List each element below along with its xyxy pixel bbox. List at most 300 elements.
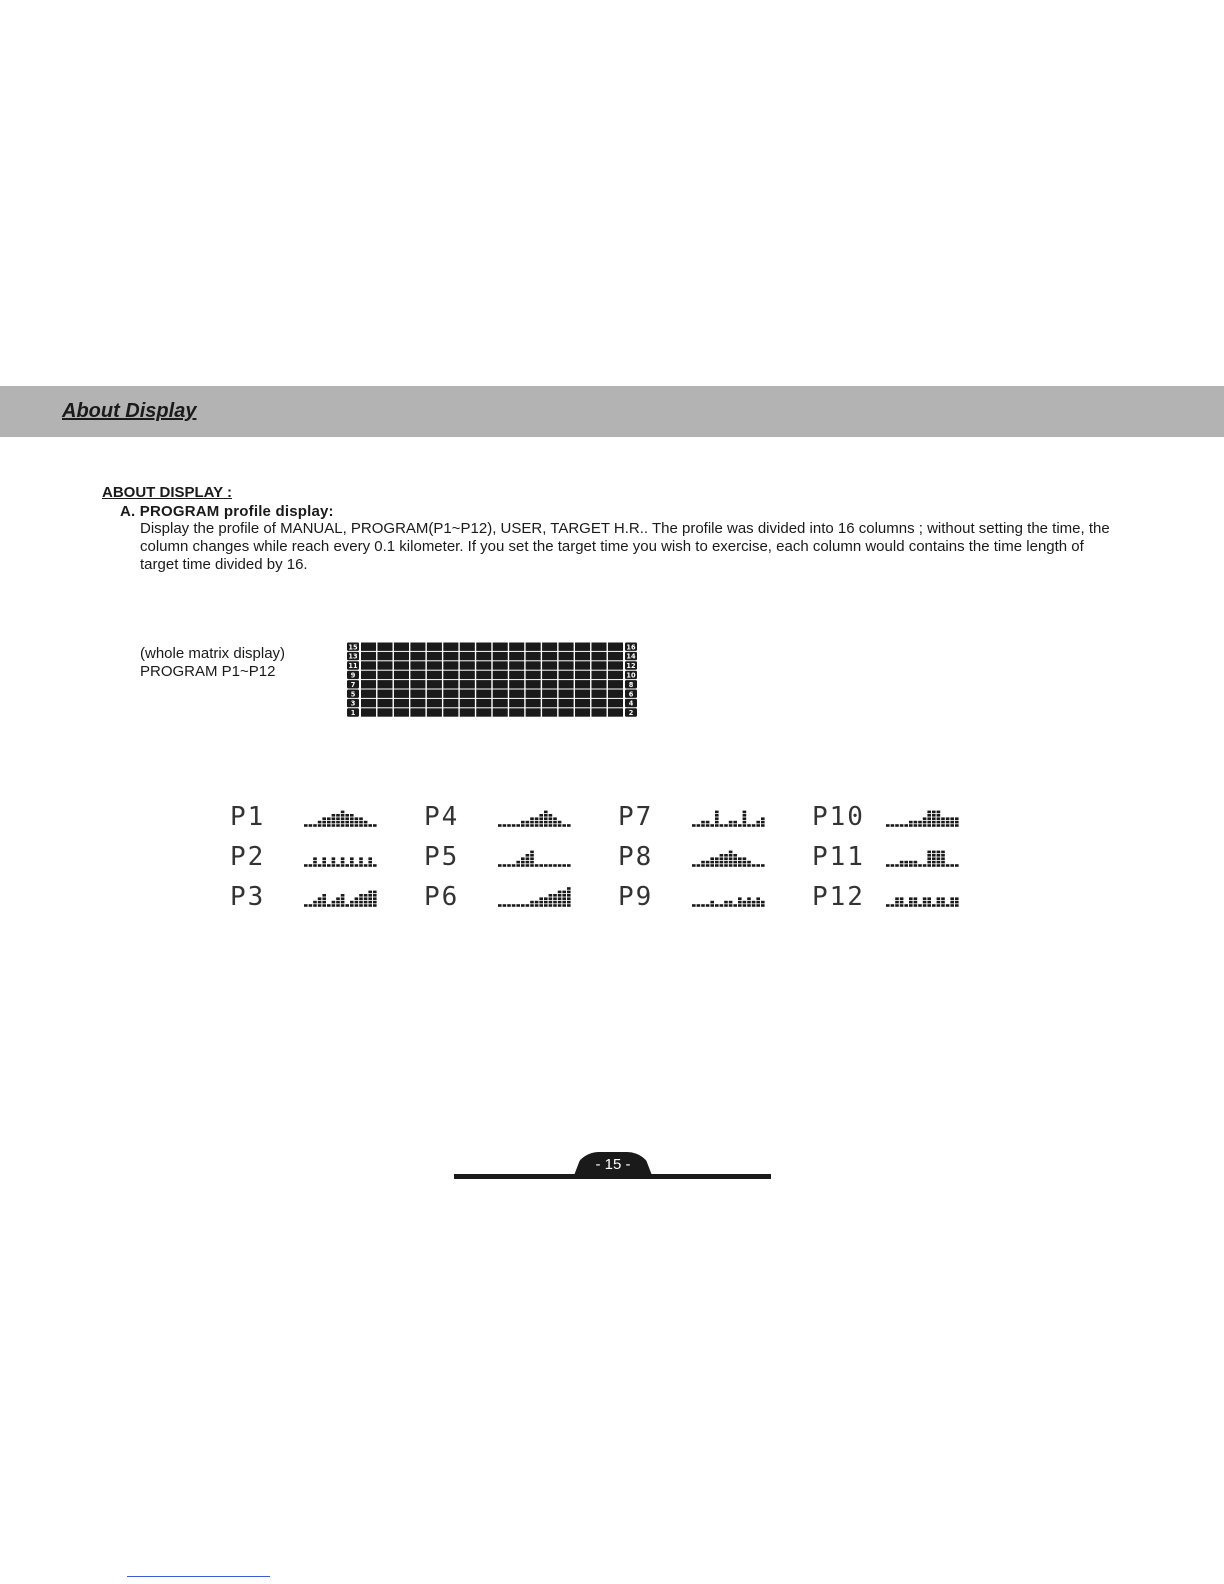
profile-bar-segment xyxy=(927,824,931,827)
program-profile-p6 xyxy=(424,882,571,912)
profile-bar-segment xyxy=(923,897,927,900)
profile-bar-segment xyxy=(562,824,566,827)
profile-bar-segment xyxy=(923,901,927,904)
profile-bar-segment xyxy=(720,824,724,827)
profile-bar-segment xyxy=(332,821,336,824)
profile-bar-segment xyxy=(327,864,331,867)
profile-bar-segment xyxy=(332,901,336,904)
program-label: P1 xyxy=(230,802,266,832)
profile-bar-segment xyxy=(756,901,760,904)
profile-bar-segment xyxy=(937,821,941,824)
profile-bar-segment xyxy=(909,864,913,867)
profile-bar-segment xyxy=(350,861,354,864)
profile-bar-segment xyxy=(738,904,742,907)
matrix-cell xyxy=(377,699,392,707)
profile-bar-segment xyxy=(322,824,326,827)
profile-bar-segment xyxy=(549,821,553,824)
profile-bar-segment xyxy=(350,904,354,907)
matrix-cell xyxy=(559,708,574,716)
matrix-cell xyxy=(575,699,590,707)
profile-bar-segment xyxy=(937,854,941,857)
profile-bar-segment xyxy=(322,857,326,860)
profile-bar-segment xyxy=(373,891,377,894)
profile-bar-segment xyxy=(322,897,326,900)
profile-bar-segment xyxy=(733,857,737,860)
profile-bar-segment xyxy=(368,904,372,907)
profile-bar-segment xyxy=(304,824,308,827)
profile-bar-segment xyxy=(364,897,368,900)
profile-bar-segment xyxy=(567,864,571,867)
matrix-cell xyxy=(575,652,590,660)
matrix-cell xyxy=(361,643,376,651)
profile-bar-segment xyxy=(318,821,322,824)
profile-bar-segment xyxy=(941,897,945,900)
header-band xyxy=(0,386,1224,437)
profile-bar-segment xyxy=(941,904,945,907)
profile-bar-segment xyxy=(558,901,562,904)
matrix-row-label-left-text: 5 xyxy=(350,690,356,699)
matrix-cell xyxy=(542,680,557,688)
profile-bar-segment xyxy=(553,901,557,904)
program-label: P12 xyxy=(812,882,865,912)
profile-bar-segment xyxy=(304,864,308,867)
profile-bar-segment xyxy=(553,817,557,820)
profile-bar-segment xyxy=(368,894,372,897)
profile-bar-segment xyxy=(345,814,349,817)
profile-bar-segment xyxy=(932,824,936,827)
matrix-row-label-right-text: 6 xyxy=(628,690,634,699)
program-label: P11 xyxy=(812,842,865,872)
program-label: P4 xyxy=(424,802,460,832)
profile-bar-segment xyxy=(304,904,308,907)
profile-bar-segment xyxy=(313,824,317,827)
profile-bar-segment xyxy=(567,894,571,897)
profile-bar-segment xyxy=(747,901,751,904)
profile-bar-segment xyxy=(756,897,760,900)
profile-bar-segment xyxy=(503,864,507,867)
matrix-cell xyxy=(377,680,392,688)
profile-bar-segment xyxy=(521,821,525,824)
profile-bar-segment xyxy=(336,814,340,817)
profile-bar-segment xyxy=(914,821,918,824)
profile-bar-segment xyxy=(359,821,363,824)
profile-bar-segment xyxy=(918,824,922,827)
profile-bar-segment xyxy=(743,901,747,904)
matrix-cell xyxy=(575,680,590,688)
profile-bar-segment xyxy=(914,904,918,907)
profile-bar-segment xyxy=(332,824,336,827)
profile-bar-segment xyxy=(530,861,534,864)
matrix-cell xyxy=(410,643,425,651)
matrix-cell xyxy=(377,690,392,698)
matrix-cell xyxy=(476,699,491,707)
profile-bar-segment xyxy=(336,821,340,824)
matrix-row-label-left-text: 11 xyxy=(348,662,358,671)
profile-bar-segment xyxy=(904,861,908,864)
matrix-cell xyxy=(460,652,475,660)
profile-bar-segment xyxy=(761,901,765,904)
profile-bar-segment xyxy=(743,857,747,860)
profile-bar-segment xyxy=(697,864,701,867)
profile-bar-segment xyxy=(752,864,756,867)
profile-bar-segment xyxy=(729,821,733,824)
profile-bar-segment xyxy=(752,901,756,904)
matrix-cell xyxy=(542,708,557,716)
profile-bar-segment xyxy=(743,814,747,817)
profile-bar-segment xyxy=(738,824,742,827)
matrix-cell xyxy=(559,690,574,698)
profile-bar-segment xyxy=(530,901,534,904)
program-profile-p9 xyxy=(618,882,765,912)
profile-bar-segment xyxy=(309,824,313,827)
profile-bar-segment xyxy=(918,821,922,824)
profile-bar-segment xyxy=(955,904,959,907)
profile-bar-segment xyxy=(341,904,345,907)
profile-bar-segment xyxy=(553,894,557,897)
profile-bar-segment xyxy=(526,861,530,864)
profile-bar-segment xyxy=(512,824,516,827)
profile-bar-segment xyxy=(937,851,941,854)
profile-bar-segment xyxy=(937,811,941,814)
profile-bar-segment xyxy=(950,901,954,904)
profile-bar-segment xyxy=(733,824,737,827)
profile-bar-segment xyxy=(549,817,553,820)
profile-bar-segment xyxy=(752,904,756,907)
profile-bar-segment xyxy=(359,904,363,907)
profile-bar-segment xyxy=(946,824,950,827)
matrix-cell xyxy=(608,680,623,688)
profile-bar-segment xyxy=(539,824,543,827)
program-label: P7 xyxy=(618,802,654,832)
profile-bar-segment xyxy=(368,891,372,894)
profile-bar-segment xyxy=(539,864,543,867)
profile-bar-segment xyxy=(710,857,714,860)
profile-bar-segment xyxy=(941,864,945,867)
matrix-cell xyxy=(526,652,541,660)
profile-bar-segment xyxy=(355,824,359,827)
profile-bar-segment xyxy=(539,814,543,817)
matrix-cell xyxy=(608,708,623,716)
profile-bar-segment xyxy=(355,821,359,824)
matrix-cell xyxy=(591,690,606,698)
profile-bar-segment xyxy=(747,904,751,907)
profile-bar-segment xyxy=(692,904,696,907)
profile-bar-segment xyxy=(373,894,377,897)
profile-bar-segment xyxy=(891,824,895,827)
profile-bar-segment xyxy=(701,904,705,907)
profile-bar-segment xyxy=(521,857,525,860)
program-profile-p8 xyxy=(618,842,765,872)
profile-bar-segment xyxy=(937,857,941,860)
profile-bar-segment xyxy=(530,854,534,857)
matrix-cell xyxy=(575,690,590,698)
matrix-cell xyxy=(542,661,557,669)
profile-bar-segment xyxy=(918,864,922,867)
profile-bar-segment xyxy=(729,824,733,827)
profile-bar-segment xyxy=(318,901,322,904)
profile-bar-segment xyxy=(932,864,936,867)
profile-bar-segment xyxy=(373,897,377,900)
profile-bar-segment xyxy=(941,857,945,860)
profile-bar-segment xyxy=(498,904,502,907)
profile-bar-segment xyxy=(738,857,742,860)
profile-bar-segment xyxy=(549,901,553,904)
profile-bar-segment xyxy=(544,811,548,814)
matrix-cell xyxy=(542,643,557,651)
matrix-cell xyxy=(476,643,491,651)
matrix-cell xyxy=(410,699,425,707)
profile-bar-segment xyxy=(521,861,525,864)
matrix-cell xyxy=(509,652,524,660)
profile-bar-segment xyxy=(553,864,557,867)
matrix-cell xyxy=(410,680,425,688)
profile-bar-segment xyxy=(327,821,331,824)
profile-bar-segment xyxy=(891,904,895,907)
profile-bar-segment xyxy=(535,904,539,907)
matrix-cell xyxy=(608,671,623,679)
profile-bar-segment xyxy=(733,821,737,824)
program-label: P9 xyxy=(618,882,654,912)
program-label: P3 xyxy=(230,882,266,912)
matrix-cell xyxy=(559,680,574,688)
profile-bar-segment xyxy=(720,854,724,857)
profile-bar-segment xyxy=(706,861,710,864)
profile-bar-segment xyxy=(756,821,760,824)
profile-bar-segment xyxy=(946,817,950,820)
program-profile-p1 xyxy=(230,802,377,832)
matrix-cell xyxy=(526,690,541,698)
profile-bar-segment xyxy=(955,821,959,824)
profile-bar-segment xyxy=(355,817,359,820)
profile-bar-segment xyxy=(567,824,571,827)
matrix-cell xyxy=(460,680,475,688)
profile-bar-segment xyxy=(941,861,945,864)
profile-bar-segment xyxy=(918,904,922,907)
profile-bar-segment xyxy=(950,864,954,867)
program-profile-p12 xyxy=(812,882,959,912)
matrix-cell xyxy=(509,708,524,716)
profile-bar-segment xyxy=(738,861,742,864)
profile-bar-segment xyxy=(553,821,557,824)
profile-bar-segment xyxy=(526,864,530,867)
profile-bar-segment xyxy=(756,864,760,867)
profile-bar-segment xyxy=(313,904,317,907)
profile-bar-segment xyxy=(710,904,714,907)
program-profile-p2 xyxy=(230,842,377,872)
profile-bar-segment xyxy=(941,901,945,904)
matrix-cell xyxy=(410,661,425,669)
profile-bar-segment xyxy=(364,824,368,827)
program-label: P8 xyxy=(618,842,654,872)
profile-bar-segment xyxy=(923,904,927,907)
matrix-cell xyxy=(443,643,458,651)
profile-bar-segment xyxy=(710,864,714,867)
profile-bar-segment xyxy=(715,824,719,827)
matrix-cell xyxy=(559,661,574,669)
profile-bar-segment xyxy=(535,901,539,904)
profile-bar-segment xyxy=(761,824,765,827)
profile-bar-segment xyxy=(729,857,733,860)
matrix-cell xyxy=(493,699,508,707)
profile-bar-segment xyxy=(909,904,913,907)
profile-bar-segment xyxy=(318,897,322,900)
profile-bar-segment xyxy=(743,904,747,907)
profile-bar-segment xyxy=(886,904,890,907)
profile-bar-segment xyxy=(715,814,719,817)
profile-bar-segment xyxy=(558,824,562,827)
profile-bar-segment xyxy=(544,897,548,900)
profile-bar-segment xyxy=(373,864,377,867)
profile-bar-segment xyxy=(516,861,520,864)
profile-bar-segment xyxy=(567,897,571,900)
footer-link-underline xyxy=(127,1576,270,1577)
profile-bar-segment xyxy=(507,864,511,867)
profile-bar-segment xyxy=(350,864,354,867)
profile-bar-segment xyxy=(318,824,322,827)
profile-bar-segment xyxy=(729,854,733,857)
profile-bar-segment xyxy=(318,904,322,907)
profile-bar-segment xyxy=(923,864,927,867)
matrix-cell xyxy=(509,661,524,669)
profile-bar-segment xyxy=(904,864,908,867)
profile-bar-segment xyxy=(368,864,372,867)
profile-bar-segment xyxy=(761,821,765,824)
profile-bar-segment xyxy=(895,897,899,900)
profile-bar-segment xyxy=(364,864,368,867)
profile-bar-segment xyxy=(743,824,747,827)
matrix-cell xyxy=(559,699,574,707)
profile-bar-segment xyxy=(733,864,737,867)
profile-bar-segment xyxy=(336,817,340,820)
profile-bar-segment xyxy=(724,824,728,827)
profile-bar-segment xyxy=(544,904,548,907)
profile-bar-segment xyxy=(950,904,954,907)
matrix-cell xyxy=(591,652,606,660)
profile-bar-segment xyxy=(544,824,548,827)
profile-bar-segment xyxy=(535,824,539,827)
profile-bar-segment xyxy=(530,817,534,820)
matrix-cell xyxy=(575,661,590,669)
profile-bar-segment xyxy=(350,821,354,824)
profile-bar-segment xyxy=(932,904,936,907)
profile-bar-segment xyxy=(914,901,918,904)
program-profile-p11 xyxy=(812,842,959,872)
profile-bar-segment xyxy=(350,857,354,860)
matrix-cell xyxy=(394,671,409,679)
profile-bar-segment xyxy=(932,814,936,817)
profile-bar-segment xyxy=(715,811,719,814)
matrix-cell xyxy=(526,699,541,707)
profile-bar-segment xyxy=(747,897,751,900)
profile-bar-segment xyxy=(309,864,313,867)
profile-bar-segment xyxy=(530,857,534,860)
profile-bar-segment xyxy=(322,894,326,897)
profile-bar-segment xyxy=(530,821,534,824)
page-number: - 15 - xyxy=(595,1156,631,1173)
profile-bar-segment xyxy=(701,821,705,824)
matrix-cell xyxy=(427,708,442,716)
matrix-cell xyxy=(443,699,458,707)
profile-bar-segment xyxy=(535,821,539,824)
profile-bar-segment xyxy=(937,904,941,907)
profile-bar-segment xyxy=(313,901,317,904)
profile-bar-segment xyxy=(946,864,950,867)
matrix-cell xyxy=(526,708,541,716)
profile-bar-segment xyxy=(927,821,931,824)
profile-bar-segment xyxy=(955,824,959,827)
section-heading: ABOUT DISPLAY : xyxy=(102,484,233,501)
profile-bar-segment xyxy=(512,904,516,907)
profile-bar-segment xyxy=(932,821,936,824)
profile-bar-segment xyxy=(530,864,534,867)
profile-bar-segment xyxy=(530,904,534,907)
profile-bar-segment xyxy=(562,894,566,897)
profile-bar-segment xyxy=(937,814,941,817)
profile-bar-segment xyxy=(507,824,511,827)
page-title: About Display xyxy=(62,400,197,422)
profile-bar-segment xyxy=(904,904,908,907)
profile-bar-segment xyxy=(359,861,363,864)
profile-bar-segment xyxy=(341,821,345,824)
profile-bar-segment xyxy=(692,824,696,827)
profile-bar-segment xyxy=(345,824,349,827)
profile-bar-segment xyxy=(761,864,765,867)
profile-bar-segment xyxy=(900,824,904,827)
matrix-cell xyxy=(526,661,541,669)
profile-bar-segment xyxy=(516,904,520,907)
matrix-display xyxy=(347,642,647,722)
matrix-cell xyxy=(476,680,491,688)
profile-bar-segment xyxy=(549,864,553,867)
matrix-cell xyxy=(427,699,442,707)
profile-bar-segment xyxy=(549,814,553,817)
profile-bar-segment xyxy=(927,857,931,860)
profile-bar-segment xyxy=(733,861,737,864)
matrix-cell xyxy=(509,671,524,679)
profile-bar-segment xyxy=(544,901,548,904)
profile-bar-segment xyxy=(743,811,747,814)
profile-bar-segment xyxy=(729,861,733,864)
profile-bar-segment xyxy=(927,901,931,904)
profile-bar-segment xyxy=(955,817,959,820)
profile-bar-segment xyxy=(761,904,765,907)
profile-bar-segment xyxy=(558,864,562,867)
matrix-cell xyxy=(608,699,623,707)
profile-bar-segment xyxy=(526,854,530,857)
profile-bar-segment xyxy=(567,904,571,907)
profile-bar-segment xyxy=(895,901,899,904)
profile-bar-segment xyxy=(521,864,525,867)
profile-bar-segment xyxy=(512,864,516,867)
profile-bar-segment xyxy=(345,821,349,824)
profile-bar-segment xyxy=(937,824,941,827)
profile-bar-segment xyxy=(332,817,336,820)
profile-bar-segment xyxy=(900,861,904,864)
profile-bar-segment xyxy=(724,904,728,907)
profile-bar-segment xyxy=(336,901,340,904)
profile-bar-segment xyxy=(955,864,959,867)
profile-bar-segment xyxy=(359,894,363,897)
profile-bar-segment xyxy=(927,861,931,864)
profile-bar-segment xyxy=(503,824,507,827)
matrix-row-label-right-text: 8 xyxy=(628,680,634,689)
profile-bar-segment xyxy=(932,811,936,814)
profile-bar-segment xyxy=(567,887,571,890)
profile-bar-segment xyxy=(498,864,502,867)
profile-bar-segment xyxy=(507,904,511,907)
program-profiles xyxy=(230,800,1010,925)
program-profile-p7 xyxy=(618,802,765,832)
